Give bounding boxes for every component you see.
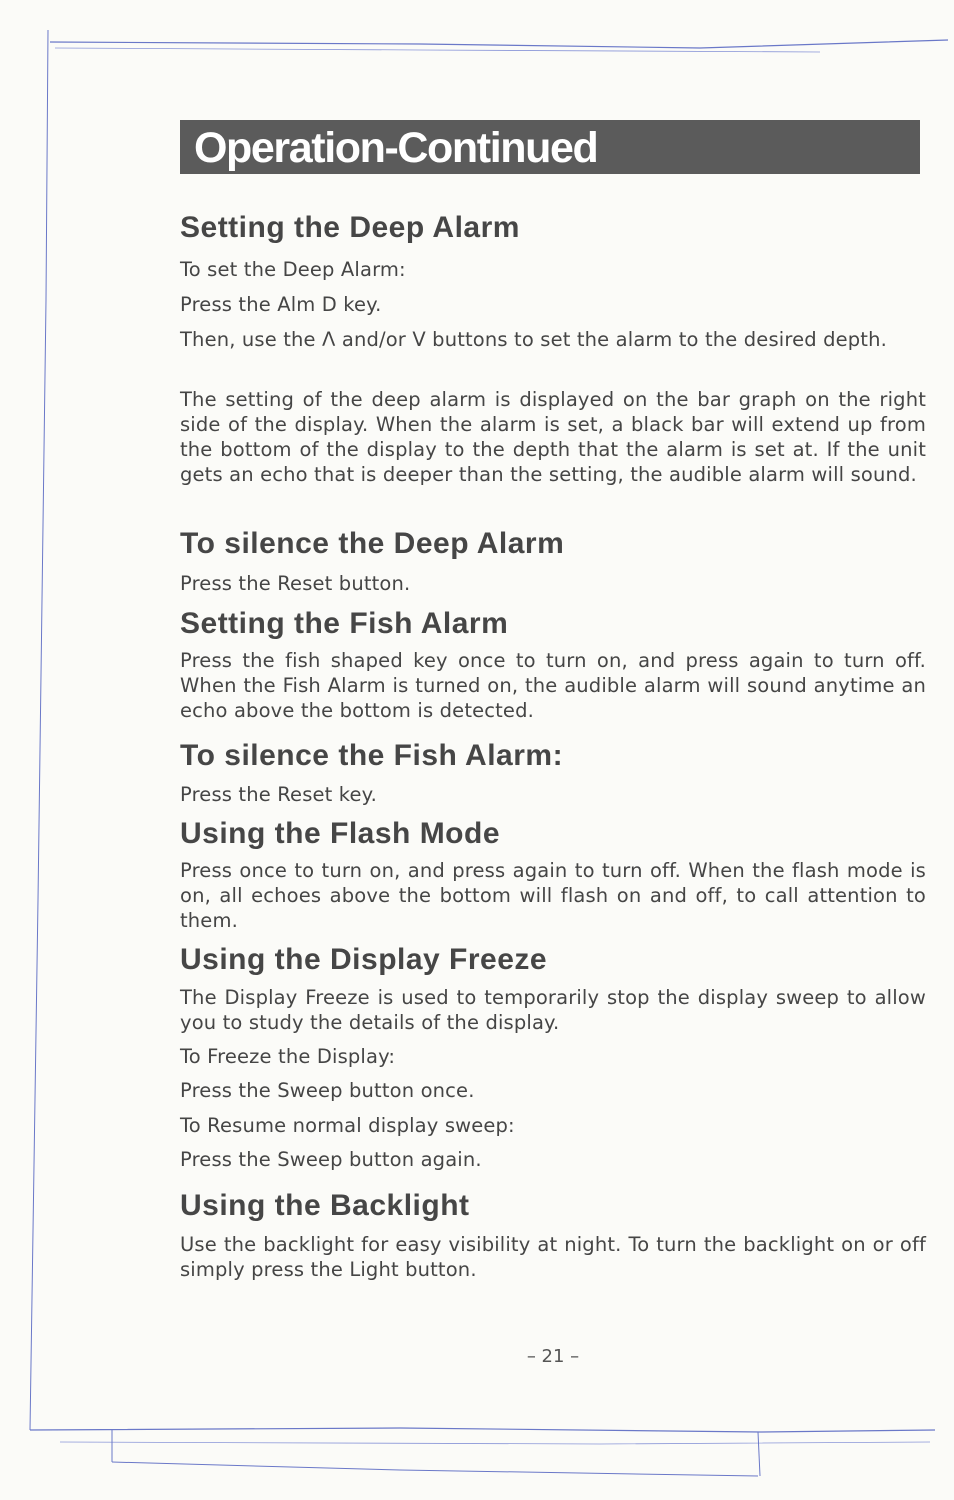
paragraph: Press the Reset button.: [180, 572, 411, 595]
paragraph: To Resume normal display sweep:: [180, 1114, 515, 1137]
heading-backlight: Using the Backlight: [180, 1189, 470, 1222]
paragraph: Use the backlight for easy visibility at night. To turn the backlight on or off simply press the Light button.: [180, 1233, 926, 1281]
heading-silence-fish-alarm: To silence the Fish Alarm:: [180, 739, 564, 772]
page-title: Operation-Continued: [194, 124, 598, 172]
paragraph: Press once to turn on, and press again to turn off. When the flash mode is on, all echoes above the bottom will flash on and off, to call attention to them.: [180, 859, 926, 932]
paragraph: Press the Reset key.: [180, 783, 377, 806]
paragraph: The setting of the deep alarm is displayed on the bar graph on the right side of the display. When the alarm is set, a black bar will extend up from the bottom of the display to the depth that the alarm is set at. If the unit gets an echo that is deeper than the setting, the audible alarm will sound.: [180, 388, 926, 486]
paragraph: Press the fish shaped key once to turn on, and press again to turn off. When the Fish Alarm is turned on, the audible alarm will sound anytime an echo above the bottom is detected.: [180, 649, 926, 722]
paragraph: Then, use the Λ and/or V buttons to set the alarm to the desired depth.: [180, 328, 887, 351]
heading-setting-fish-alarm: Setting the Fish Alarm: [180, 607, 509, 640]
page-number: – 21 –: [526, 1346, 580, 1367]
paragraph: Press the Alm D key.: [180, 293, 382, 316]
heading-silence-deep-alarm: To silence the Deep Alarm: [180, 527, 565, 560]
paragraph: Press the Sweep button once.: [180, 1079, 475, 1102]
heading-flash-mode: Using the Flash Mode: [180, 817, 501, 850]
paragraph: To Freeze the Display:: [180, 1045, 396, 1068]
paragraph: The Display Freeze is used to temporarily stop the display sweep to allow you to study the details of the display.: [180, 986, 926, 1034]
section-banner: [180, 120, 920, 174]
heading-setting-deep-alarm: Setting the Deep Alarm: [180, 211, 520, 244]
paragraph: To set the Deep Alarm:: [180, 258, 406, 281]
heading-display-freeze: Using the Display Freeze: [180, 943, 548, 976]
paragraph: Press the Sweep button again.: [180, 1148, 482, 1171]
